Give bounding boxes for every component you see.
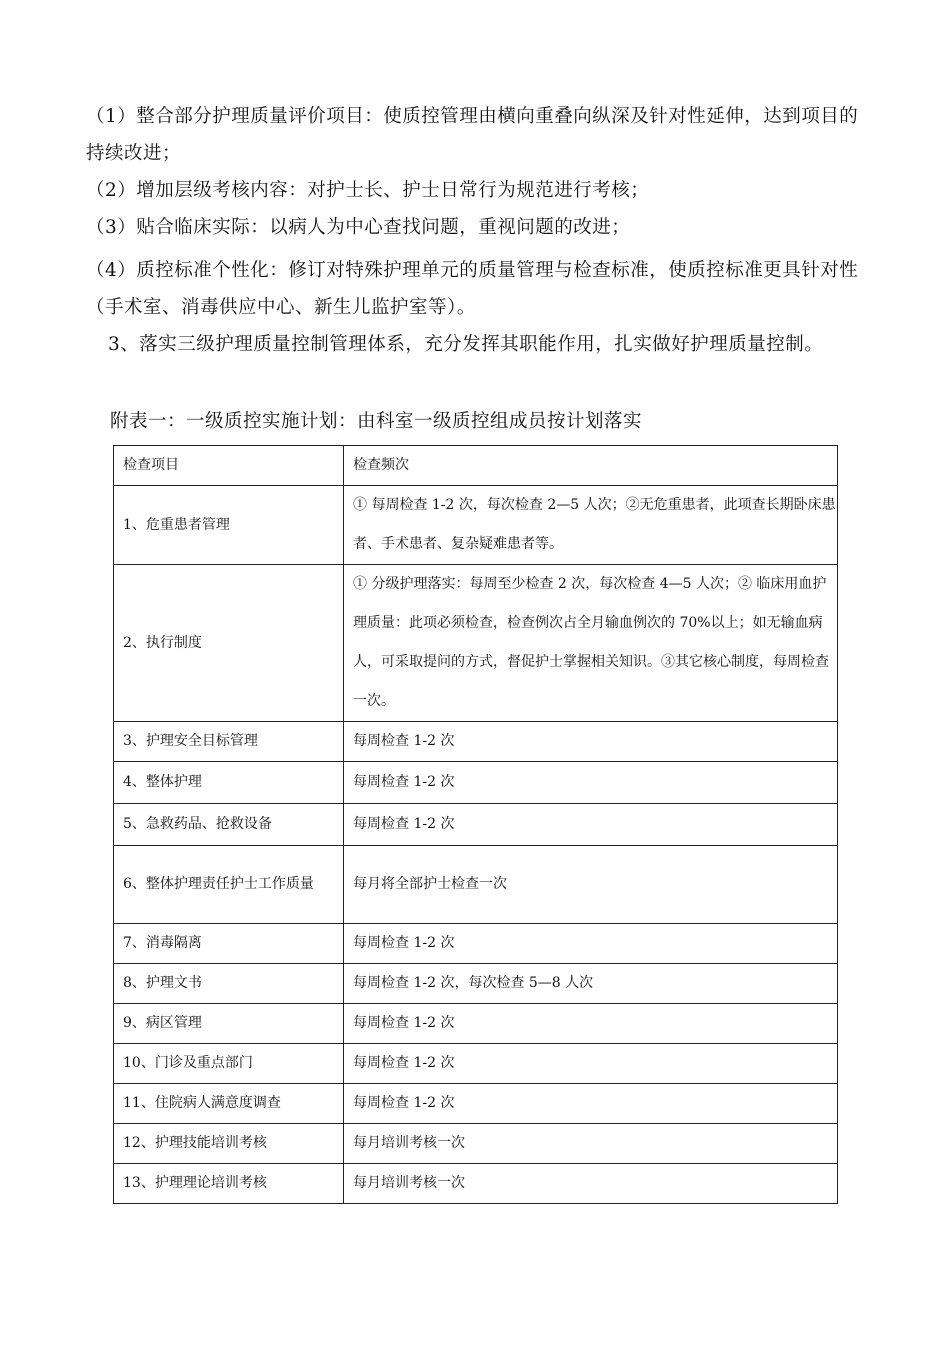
row-frequency: ① 分级护理落实：每周至少检查 2 次，每次检查 4—5 人次；② 临床用血护理质量：此项必须检查，检查例次占全月输血例次的 70%以上；如无输血病人，可采取提问的方式，督促护士掌握相关知识。③其它核心制度，每周检查一次。 (344, 565, 838, 722)
table-row (114, 1084, 838, 1124)
row-frequency: ① 每周检查 1-2 次，每次检查 2—5 人次；②无危重患者，此项查长期卧床患者、手术患者、复杂疑难患者等。 (344, 486, 838, 565)
table-row (114, 1004, 838, 1044)
row-item: 12、护理技能培训考核 (114, 1124, 344, 1164)
inspection-plan-table (113, 445, 838, 1204)
header-frequency: 检查频次 (344, 446, 838, 486)
row-item: 8、护理文书 (114, 964, 344, 1004)
row-frequency: 每月将全部护士检查一次 (344, 846, 838, 924)
row-frequency: 每周检查 1-2 次 (344, 1084, 838, 1124)
table-row (114, 964, 838, 1004)
table-row (114, 762, 838, 804)
table-row (114, 924, 838, 964)
table-caption: 附表一：一级质控实施计划：由科室一级质控组成员按计划落实 (110, 411, 643, 432)
row-frequency: 每月培训考核一次 (344, 1124, 838, 1164)
row-item: 9、病区管理 (114, 1004, 344, 1044)
paragraph-2: （2）增加层级考核内容：对护士长、护士日常行为规范进行考核； (86, 180, 650, 201)
row-item: 6、整体护理责任护士工作质量 (114, 846, 344, 924)
table-row (114, 722, 838, 762)
row-frequency: 每周检查 1-2 次 (344, 722, 838, 762)
row-frequency: 每周检查 1-2 次 (344, 804, 838, 846)
row-item: 4、整体护理 (114, 762, 344, 804)
row-item: 3、护理安全目标管理 (114, 722, 344, 762)
row-frequency: 每周检查 1-2 次 (344, 924, 838, 964)
row-item: 7、消毒隔离 (114, 924, 344, 964)
table-row (114, 486, 838, 565)
table-row (114, 1164, 838, 1204)
table-row (114, 1124, 838, 1164)
row-item: 2、执行制度 (114, 565, 344, 722)
table-row (114, 565, 838, 722)
row-frequency: 每周检查 1-2 次 (344, 1004, 838, 1044)
table-row (114, 804, 838, 846)
row-frequency: 每月培训考核一次 (344, 1164, 838, 1204)
paragraph-5: 3、落实三级护理质量控制管理体系，充分发挥其职能作用，扎实做好护理质量控制。 (108, 334, 824, 355)
row-frequency: 每周检查 1-2 次 (344, 1044, 838, 1084)
paragraph-3: （3）贴合临床实际：以病人为中心查找问题，重视问题的改进； (86, 217, 631, 238)
paragraph-1: （1）整合部分护理质量评价项目：使质控管理由横向重叠向纵深及针对性延伸，达到项目的持续改进； (86, 106, 859, 164)
row-item: 13、护理理论培训考核 (114, 1164, 344, 1204)
row-item: 11、住院病人满意度调查 (114, 1084, 344, 1124)
row-item: 1、危重患者管理 (114, 486, 344, 565)
row-item: 10、门诊及重点部门 (114, 1044, 344, 1084)
table-row (114, 846, 838, 924)
row-item: 5、急救药品、抢救设备 (114, 804, 344, 846)
paragraph-4: （4）质控标准个性化：修订对特殊护理单元的质量管理与检查标准，使质控标准更具针对性（手术室、消毒供应中心、新生儿监护室等）。 (86, 260, 859, 318)
table-header-row (114, 446, 838, 486)
table-row (114, 1044, 838, 1084)
header-item: 检查项目 (114, 446, 344, 486)
row-frequency: 每周检查 1-2 次，每次检查 5—8 人次 (344, 964, 838, 1004)
row-frequency: 每周检查 1-2 次 (344, 762, 838, 804)
